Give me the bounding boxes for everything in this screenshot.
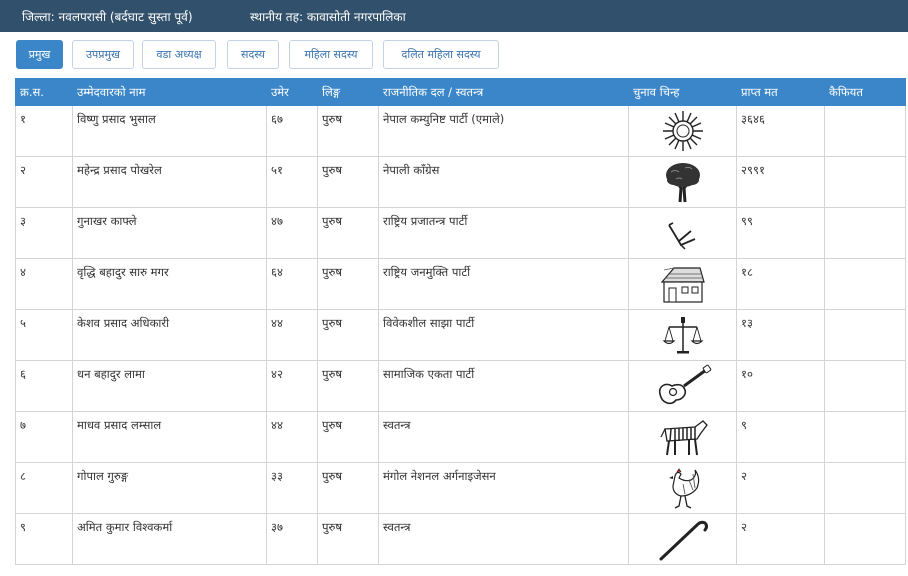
walking-stick-symbol-icon [655, 517, 711, 561]
name-cell: अमित कुमार विश्वकर्मा [73, 514, 267, 565]
remarks-cell [825, 514, 906, 565]
remarks-cell [825, 361, 906, 412]
gender-cell: पुरुष [318, 361, 379, 412]
remarks-cell [825, 310, 906, 361]
sun-symbol-icon [661, 109, 705, 153]
serial-cell: ८ [16, 463, 73, 514]
age-cell: ६४ [267, 259, 318, 310]
serial-cell: ३ [16, 208, 73, 259]
party-cell: राष्ट्रिय प्रजातन्त्र पार्टी [379, 208, 629, 259]
serial-cell: ४ [16, 259, 73, 310]
party-cell: मंगोल नेशनल अर्गनाइजेसन [379, 463, 629, 514]
col-party: राजनीतिक दल / स्वतन्त्र [379, 79, 629, 106]
table-row [16, 412, 906, 463]
party-cell: विवेकशील साझा पार्टी [379, 310, 629, 361]
tab-ward-chair[interactable]: वडा अध्यक्ष [142, 40, 216, 69]
table-row [16, 259, 906, 310]
gender-cell: पुरुष [318, 463, 379, 514]
party-cell: सामाजिक एकता पार्टी [379, 361, 629, 412]
votes-cell: ९ [737, 412, 825, 463]
col-remarks: कैफियत [825, 79, 906, 106]
zebra-symbol-icon [655, 415, 711, 459]
tree-symbol-icon [661, 160, 705, 204]
name-cell: गुनाखर काफ्ले [73, 208, 267, 259]
table-row [16, 208, 906, 259]
party-cell: नेपाल कम्युनिष्ट पार्टी (एमाले) [379, 106, 629, 157]
tab-dalit-female-member[interactable]: दलित महिला सदस्य [383, 40, 499, 69]
remarks-cell [825, 106, 906, 157]
guitar-symbol-icon [654, 364, 712, 408]
gender-cell: पुरुष [318, 514, 379, 565]
table-row [16, 310, 906, 361]
name-cell: केशव प्रसाद अधिकारी [73, 310, 267, 361]
table-row [16, 361, 906, 412]
gender-cell: पुरुष [318, 106, 379, 157]
age-cell: ४२ [267, 361, 318, 412]
party-cell: स्वतन्त्र [379, 514, 629, 565]
serial-cell: ५ [16, 310, 73, 361]
tab-pramukh[interactable]: प्रमुख [16, 40, 63, 69]
serial-cell: २ [16, 157, 73, 208]
remarks-cell [825, 208, 906, 259]
col-gender: लिङ्ग [318, 79, 379, 106]
table-row [16, 106, 906, 157]
scales-symbol-icon [661, 313, 705, 357]
remarks-cell [825, 463, 906, 514]
name-cell: धन बहादुर लामा [73, 361, 267, 412]
col-age: उमेर [267, 79, 318, 106]
age-cell: ४७ [267, 208, 318, 259]
symbol-cell [629, 259, 737, 310]
symbol-cell [629, 106, 737, 157]
votes-cell: १३ [737, 310, 825, 361]
table-row [16, 157, 906, 208]
age-cell: ३७ [267, 514, 318, 565]
symbol-cell [629, 463, 737, 514]
tab-member[interactable]: सदस्य [227, 40, 279, 69]
name-cell: वृद्धि बहादुर सारु मगर [73, 259, 267, 310]
gender-cell: पुरुष [318, 310, 379, 361]
symbol-cell [629, 361, 737, 412]
remarks-cell [825, 157, 906, 208]
votes-cell: २ [737, 463, 825, 514]
votes-cell: १८ [737, 259, 825, 310]
table-header-row [16, 79, 906, 106]
name-cell: गोपाल गुरुङ्ग [73, 463, 267, 514]
symbol-cell [629, 157, 737, 208]
name-cell: महेन्द्र प्रसाद पोखरेल [73, 157, 267, 208]
gender-cell: पुरुष [318, 259, 379, 310]
age-cell: ४४ [267, 412, 318, 463]
serial-cell: १ [16, 106, 73, 157]
age-cell: ६७ [267, 106, 318, 157]
name-cell: माधव प्रसाद लम्साल [73, 412, 267, 463]
votes-cell: २९९१ [737, 157, 825, 208]
serial-cell: ६ [16, 361, 73, 412]
party-cell: नेपाली काँग्रेस [379, 157, 629, 208]
gender-cell: पुरुष [318, 208, 379, 259]
symbol-cell [629, 310, 737, 361]
table-row [16, 514, 906, 565]
remarks-cell [825, 412, 906, 463]
col-votes: प्राप्त मत [737, 79, 825, 106]
serial-cell: ९ [16, 514, 73, 565]
local-level-label: स्थानीय तह: कावासोती नगरपालिका [250, 10, 406, 24]
col-name: उम्मेदवारको नाम [73, 79, 267, 106]
party-cell: स्वतन्त्र [379, 412, 629, 463]
age-cell: ४४ [267, 310, 318, 361]
party-cell: राष्ट्रिय जनमुक्ति पार्टी [379, 259, 629, 310]
table-row [16, 463, 906, 514]
votes-cell: ९९ [737, 208, 825, 259]
age-cell: ३३ [267, 463, 318, 514]
symbol-cell [629, 412, 737, 463]
age-cell: ५१ [267, 157, 318, 208]
remarks-cell [825, 259, 906, 310]
serial-cell: ७ [16, 412, 73, 463]
house-symbol-icon [660, 264, 706, 304]
gender-cell: पुरुष [318, 412, 379, 463]
tab-upapramukh[interactable]: उपप्रमुख [72, 40, 134, 69]
symbol-cell [629, 514, 737, 565]
top-bar [0, 0, 908, 32]
plough-symbol-icon [661, 211, 705, 255]
symbol-cell [629, 208, 737, 259]
col-symbol: चुनाव चिन्ह [629, 79, 737, 106]
votes-cell: ३६४६ [737, 106, 825, 157]
col-serial: क्र.स. [16, 79, 73, 106]
district-label: जिल्ला: नवलपरासी (बर्दघाट सुस्ता पूर्व) [22, 10, 193, 24]
candidates-table [15, 78, 906, 565]
gender-cell: पुरुष [318, 157, 379, 208]
name-cell: विष्णु प्रसाद भुसाल [73, 106, 267, 157]
tab-female-member[interactable]: महिला सदस्य [289, 40, 373, 69]
votes-cell: २ [737, 514, 825, 565]
votes-cell: १० [737, 361, 825, 412]
rooster-symbol-icon [663, 466, 703, 510]
